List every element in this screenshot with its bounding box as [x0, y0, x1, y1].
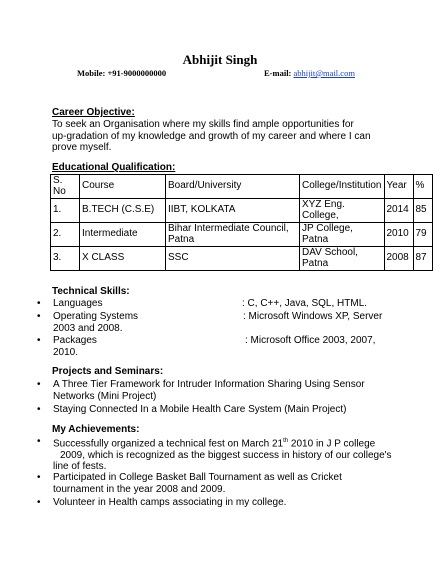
- email-line: [264, 68, 355, 78]
- bullet-icon: •: [37, 311, 41, 322]
- th-percent: %: [413, 175, 432, 199]
- achievement-line: [53, 436, 392, 450]
- project-item: [53, 379, 365, 402]
- cell-year: 2014: [384, 199, 413, 223]
- table-row: [51, 223, 433, 247]
- cell-college: XYZ Eng. College,: [300, 199, 385, 223]
- projects-title: Projects and Seminars:: [52, 366, 164, 377]
- education-table: [50, 174, 433, 271]
- project-line: Networks (Mini Project): [53, 390, 157, 402]
- th-year: Year: [384, 175, 413, 199]
- career-line: up-gradation of my knowledge and growth of my career and where I can: [52, 130, 371, 142]
- table-row: [51, 199, 433, 223]
- th-course: Course: [80, 175, 166, 199]
- bullet-icon: •: [37, 497, 41, 508]
- skill-value: : C, C++, Java, SQL, HTML.: [242, 298, 368, 309]
- achievements-title: My Achievements:: [52, 424, 140, 435]
- resume-name: Abhijit Singh: [182, 52, 258, 67]
- skill-label: Operating Systems: [53, 311, 139, 322]
- cell-board: Bihar Intermediate Council, Patna: [166, 223, 300, 247]
- bullet-icon: •: [37, 298, 41, 309]
- career-objective-title: Career Objective:: [52, 107, 135, 118]
- cell-course: Intermediate: [80, 223, 166, 247]
- career-objective-text: [52, 119, 371, 154]
- cell-board: SSC: [166, 247, 300, 271]
- achievement-item: Volunteer in Health camps associating in my college.: [53, 497, 287, 508]
- th-board: Board/University: [166, 175, 300, 199]
- bullet-icon: •: [37, 335, 41, 346]
- skill-value: : Microsoft Office 2003, 2007,: [245, 335, 376, 346]
- bullet-icon: •: [37, 404, 41, 415]
- cell-sno: 1.: [51, 199, 80, 223]
- career-line: prove myself.: [52, 142, 112, 153]
- achievement-text: Successfully organized a technical fest on March 21: [53, 438, 284, 450]
- achievement-line: Participated in College Basket Ball Tournament as well as Cricket: [53, 472, 342, 483]
- skill-label: Packages: [53, 335, 97, 346]
- career-line: To seek an Organisation where my skills find ample opportunities for: [52, 119, 354, 130]
- mobile-number: Mobile: +91-9000000000: [77, 68, 167, 78]
- technical-skills-title: Technical Skills:: [52, 286, 130, 297]
- table-header-row: [51, 175, 433, 199]
- cell-year: 2008: [384, 247, 413, 271]
- bullet-icon: •: [37, 436, 41, 447]
- achievement-item: [53, 472, 342, 495]
- bullet-icon: •: [37, 472, 41, 483]
- th-college: College/Institution: [300, 175, 385, 199]
- achievement-line: 2009, which is recognized as the biggest success in history of our college's: [60, 449, 392, 461]
- skill-value: : Microsoft Windows XP, Server: [243, 311, 383, 322]
- email-link[interactable]: abhijit@mail.com: [293, 68, 355, 78]
- skill-label: Languages: [53, 298, 103, 309]
- cell-course: B.TECH (C.S.E): [80, 199, 166, 223]
- ordinal-suffix: th: [283, 438, 289, 444]
- project-item: Staying Connected In a Mobile Health Care System (Main Project): [53, 404, 347, 415]
- cell-year: 2010: [384, 223, 413, 247]
- achievement-line: tournament in the year 2008 and 2009.: [53, 483, 226, 495]
- cell-sno: 3.: [51, 247, 80, 271]
- th-sno: S. No: [51, 175, 80, 199]
- email-label: E-mail:: [264, 68, 294, 78]
- table-row: [51, 247, 433, 271]
- cell-percent: 85: [413, 199, 432, 223]
- cell-board: IIBT, KOLKATA: [166, 199, 300, 223]
- achievement-item: [53, 436, 392, 473]
- bullet-icon: •: [37, 379, 41, 390]
- skill-value-cont: 2010.: [53, 347, 79, 358]
- project-line: A Three Tier Framework for Intruder Information Sharing Using Sensor: [53, 379, 365, 390]
- cell-college: DAV School, Patna: [300, 247, 385, 271]
- achievement-line: line of fests.: [53, 461, 107, 473]
- cell-course: X CLASS: [80, 247, 166, 271]
- skill-value-cont: 2003 and 2008.: [53, 323, 123, 334]
- cell-sno: 2.: [51, 223, 80, 247]
- achievement-text: 2010 in J P college: [288, 438, 376, 450]
- cell-percent: 79: [413, 223, 432, 247]
- cell-percent: 87: [413, 247, 432, 271]
- education-title: Educational Qualification:: [52, 162, 176, 173]
- cell-college: JP College, Patna: [300, 223, 385, 247]
